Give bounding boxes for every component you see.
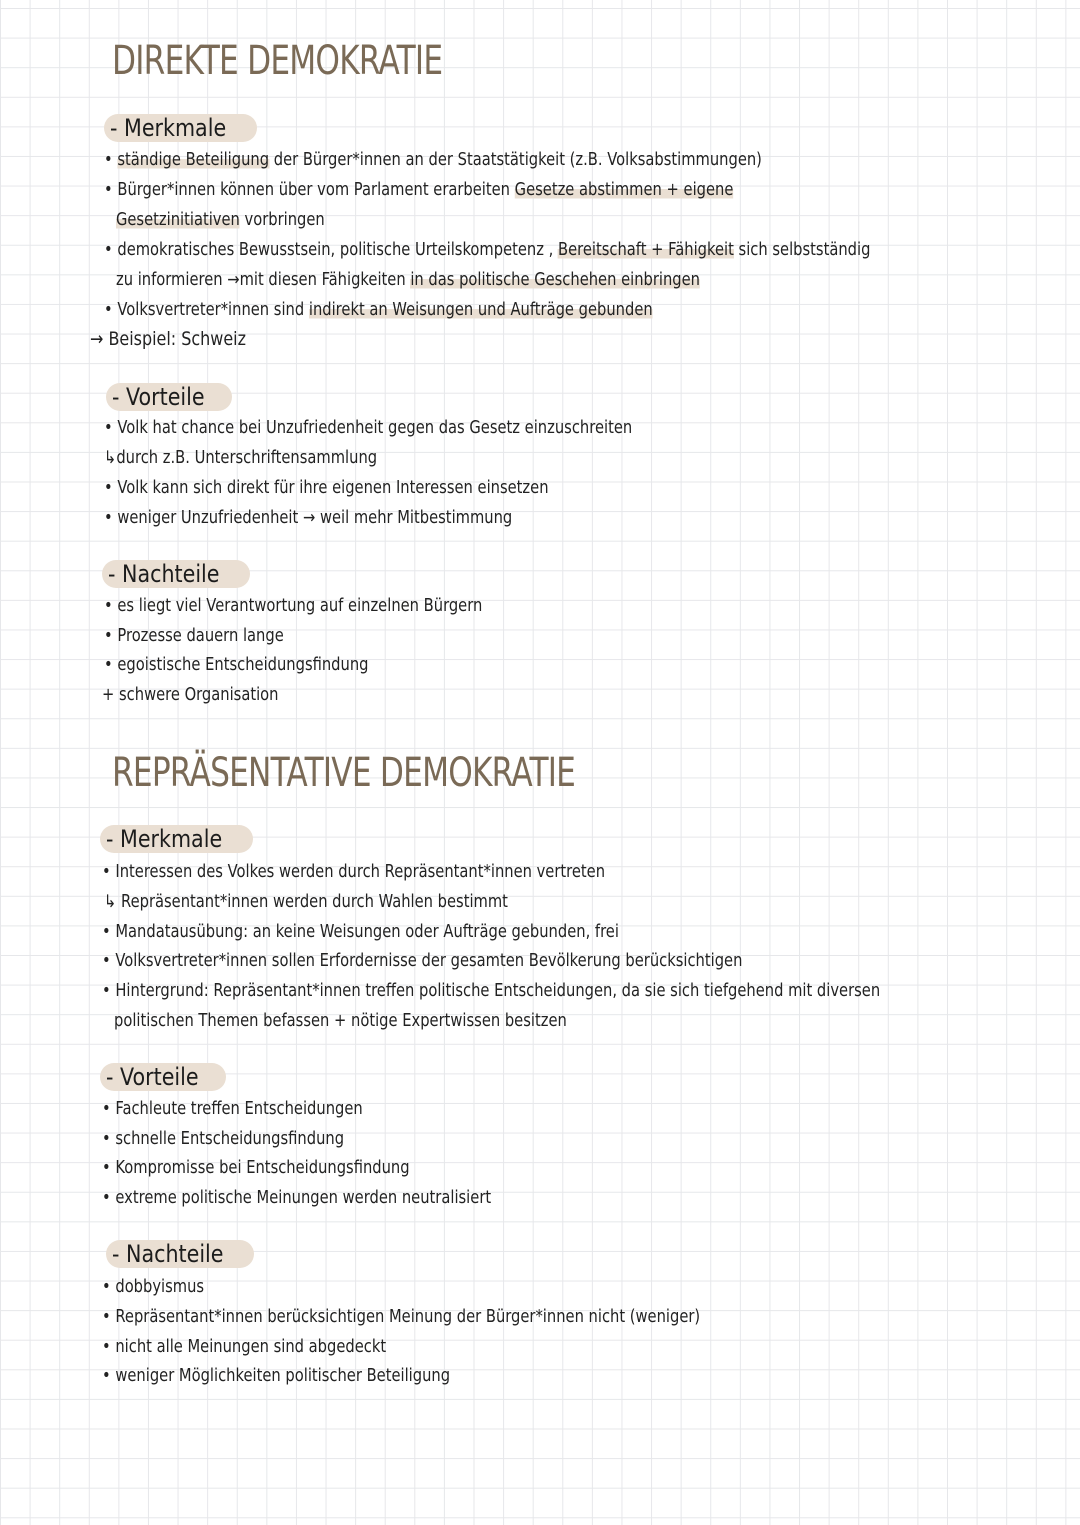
direkt-nachteil-line-3: • egoistische Entscheidungsfindung	[104, 655, 369, 675]
direkt-merkmal-line-4: • demokratisches Bewusstsein, politische Urteilskompetenz , Bereitschaft + Fähigkeit sich selbstständig	[104, 240, 871, 260]
direkt-nachteil-line-4: + schwere Organisation	[102, 685, 279, 705]
section-title-repraesentative-demokratie: REPRÄSENTATIVE DEMOKRATIE	[112, 750, 576, 796]
direkt-vorteil-line-3: • Volk kann sich direkt für ihre eigenen Interessen einsetzen	[104, 478, 549, 498]
heading-nachteile-repraesentativ: - Nachteile	[106, 1240, 254, 1268]
repr-merkmal-line-1: • Interessen des Volkes werden durch Repräsentant*innen vertreten	[102, 862, 606, 882]
repr-vorteil-line-3: • Kompromisse bei Entscheidungsfindung	[102, 1158, 410, 1178]
repr-nachteil-line-1: • dobbyismus	[102, 1277, 205, 1297]
repr-vorteil-line-1: • Fachleute treffen Entscheidungen	[102, 1099, 363, 1119]
repr-merkmal-line-4: • Volksvertreter*innen sollen Erfordernisse der gesamten Bevölkerung berücksichtigen	[102, 951, 743, 971]
direkt-merkmal-line-1: • ständige Beteiligung der Bürger*innen an der Staatstätigkeit (z.B. Volksabstimmungen)	[104, 150, 762, 170]
direkt-merkmal-line-2: • Bürger*innen können über vom Parlament erarbeiten Gesetze abstimmen + eigene	[104, 180, 734, 200]
direkt-vorteil-line-1: • Volk hat chance bei Unzufriedenheit gegen das Gesetz einzuschreiten	[104, 418, 633, 438]
heading-nachteile-direkt: - Nachteile	[102, 560, 250, 588]
direkt-merkmal-line-5: zu informieren →mit diesen Fähigkeiten in das politische Geschehen einbringen	[116, 270, 701, 290]
section-title-direkte-demokratie: DIREKTE DEMOKRATIE	[112, 38, 443, 84]
heading-vorteile-repraesentativ: - Vorteile	[100, 1063, 226, 1091]
direkt-nachteil-line-2: • Prozesse dauern lange	[104, 626, 284, 646]
repr-nachteil-line-3: • nicht alle Meinungen sind abgedeckt	[102, 1337, 387, 1357]
repr-nachteil-line-4: • weniger Möglichkeiten politischer Beteiligung	[102, 1366, 451, 1386]
direkt-vorteil-line-4: • weniger Unzufriedenheit → weil mehr Mitbestimmung	[104, 508, 513, 528]
direkt-merkmal-line-3: Gesetzinitiativen vorbringen	[116, 210, 325, 230]
repr-merkmal-line-2: ↳ Repräsentant*innen werden durch Wahlen bestimmt	[104, 892, 508, 912]
direkt-nachteil-line-1: • es liegt viel Verantwortung auf einzelnen Bürgern	[104, 596, 483, 616]
heading-merkmale-direkt: - Merkmale	[104, 114, 257, 142]
repr-vorteil-line-4: • extreme politische Meinungen werden neutralisiert	[102, 1188, 492, 1208]
direkt-merkmal-beispiel: → Beispiel: Schweiz	[90, 328, 246, 350]
heading-vorteile-direkt: - Vorteile	[106, 383, 232, 411]
repr-merkmal-line-3: • Mandatausübung: an keine Weisungen oder Aufträge gebunden, frei	[102, 922, 619, 942]
repr-nachteil-line-2: • Repräsentant*innen berücksichtigen Meinung der Bürger*innen nicht (weniger)	[102, 1307, 701, 1327]
heading-merkmale-repraesentativ: - Merkmale	[100, 825, 253, 853]
repr-merkmal-line-6: politischen Themen befassen + nötige Expertwissen besitzen	[114, 1011, 567, 1031]
repr-merkmal-line-5: • Hintergrund: Repräsentant*innen treffen politische Entscheidungen, da sie sich tiefgehend mit diversen	[102, 981, 881, 1001]
direkt-vorteil-line-2: ↳durch z.B. Unterschriftensammlung	[104, 448, 378, 468]
repr-vorteil-line-2: • schnelle Entscheidungsfindung	[102, 1129, 345, 1149]
direkt-merkmal-line-6: • Volksvertreter*innen sind indirekt an Weisungen und Aufträge gebunden	[104, 300, 653, 320]
